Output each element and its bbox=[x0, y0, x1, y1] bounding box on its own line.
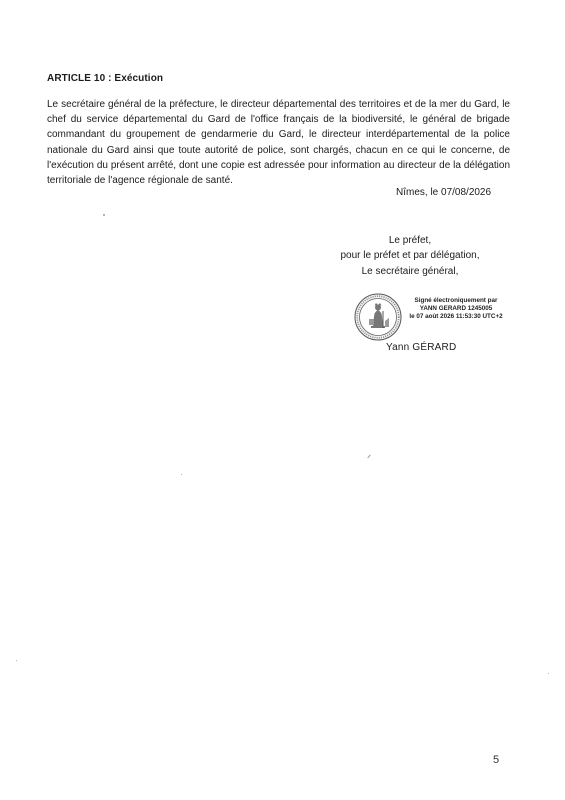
esign-line-3: le 07 août 2026 11:53:30 UTC+2 bbox=[409, 313, 503, 321]
signature-delegation: pour le préfet et par délégation, bbox=[340, 250, 480, 262]
signer-name: Yann GÉRARD bbox=[386, 342, 457, 353]
scan-speck bbox=[367, 455, 370, 459]
esign-line-1: Signé électroniquement par bbox=[414, 297, 498, 304]
signature-role: Le secrétaire général, bbox=[361, 265, 459, 277]
article-body: Le secrétaire général de la préfecture, le directeur départemental des territoires et de la mer du Gard, le chef du service départemental du Gard de l'office français de la biodiversité, le général de brigade commandant du groupement de gendarmerie du Gard, le directeur interdépartemental de la police nationale du Gard ainsi que toute autorité de police, sont chargés, chacun en ce qui le concerne, de l'exécution du présent arrêté, dont une copie est adressée pour information au directeur de la délégation territoriale de l'agence régionale de santé. bbox=[47, 99, 510, 187]
scan-speck bbox=[181, 474, 182, 475]
esign-line-2: YANN GERARD 1245005 bbox=[419, 305, 493, 313]
page-number: 5 bbox=[493, 754, 500, 766]
electronic-signature bbox=[404, 297, 508, 322]
scan-speck bbox=[103, 214, 105, 216]
republic-seal-icon bbox=[354, 293, 402, 341]
date-line: Nîmes, le 07/08/2026 bbox=[396, 187, 492, 198]
scan-speck bbox=[16, 660, 17, 661]
signature-title: Le préfet, bbox=[388, 235, 432, 246]
article-heading: ARTICLE 10 : Exécution bbox=[47, 73, 164, 84]
scan-speck bbox=[548, 673, 549, 674]
signature-block bbox=[330, 233, 490, 279]
